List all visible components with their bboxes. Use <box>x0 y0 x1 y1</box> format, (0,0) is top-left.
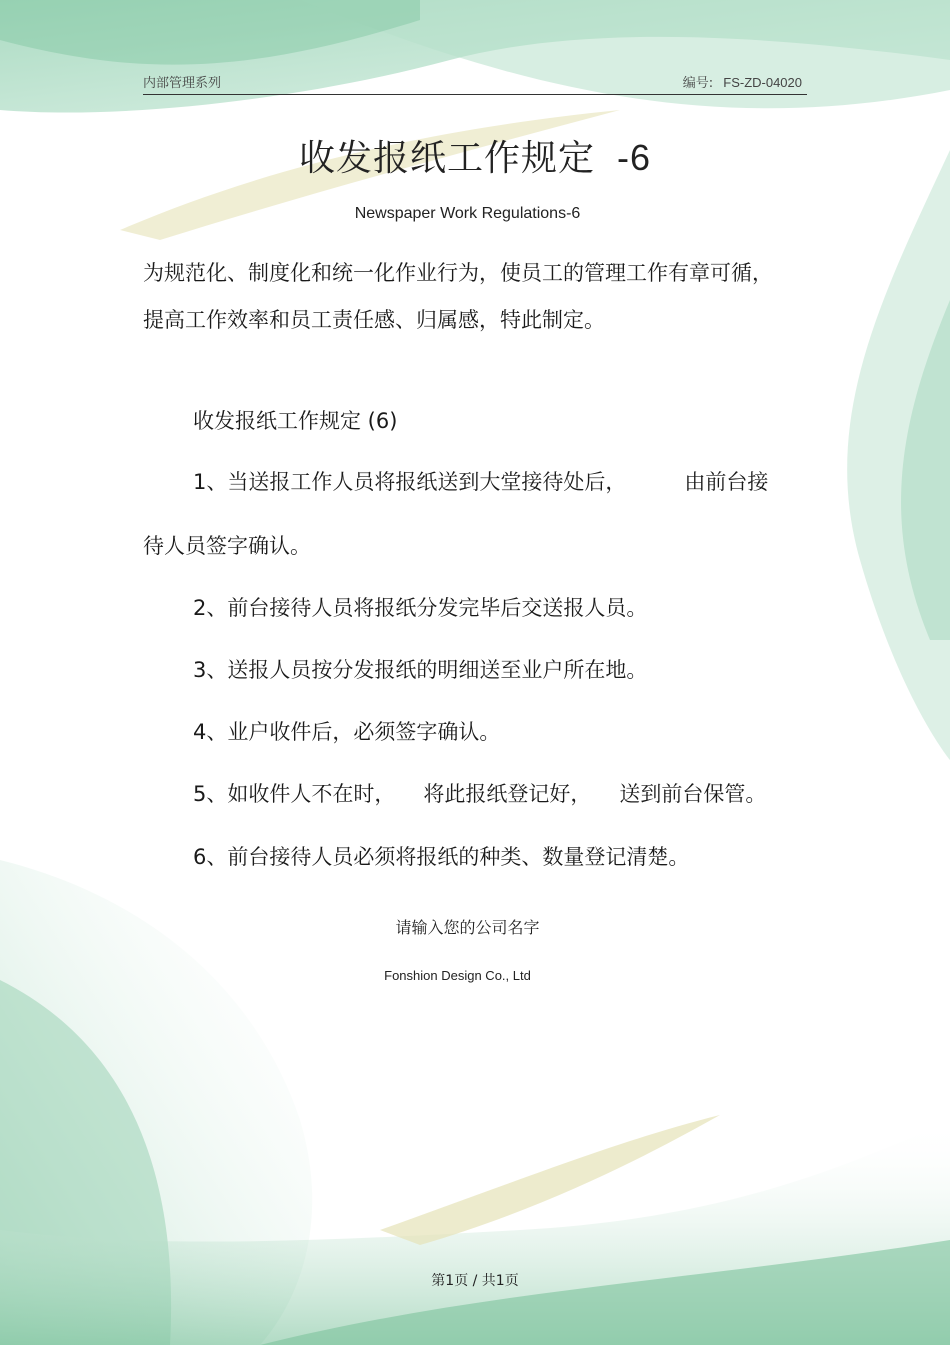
title-suffix: -6 <box>617 137 652 178</box>
rule-5-part-c: 送到前台保管。 <box>619 782 767 806</box>
header-series: 内部管理系列 <box>143 76 222 91</box>
document-subtitle: Newspaper Work Regulations-6 <box>354 205 581 222</box>
rule-1-part-a: 1、当送报工作人员将报纸送到大堂接待处后， <box>193 470 627 494</box>
header-code-value: FS-ZD-04020 <box>723 75 802 90</box>
rule-1-line-1 <box>193 466 768 496</box>
rule-5-part-a: 5、如收件人不在时， <box>193 782 396 806</box>
rule-2: 2、前台接待人员将报纸分发完毕后交送报人员。 <box>193 596 648 620</box>
page-footer: 第1页 / 共1页 <box>431 1273 519 1289</box>
header-divider <box>143 94 807 95</box>
rule-6: 6、前台接待人员必须将报纸的种类、数量登记清楚。 <box>193 845 690 869</box>
rule-1-part-b: 由前台接 <box>684 470 769 494</box>
rule-1-line-2: 待人员签字确认。 <box>143 534 311 558</box>
company-name-en: Fonshion Design Co., Ltd <box>384 968 531 983</box>
rule-5-part-b: 将此报纸登记好， <box>423 782 592 806</box>
company-name-cn: 请输入您的公司名字 <box>395 918 540 937</box>
header-code <box>683 72 802 91</box>
rule-5 <box>193 778 766 808</box>
document-title <box>0 130 950 181</box>
section-heading: 收发报纸工作规定 (6) <box>193 409 398 433</box>
rule-3: 3、送报人员按分发报纸的明细送至业户所在地。 <box>193 658 648 682</box>
title-main: 收发报纸工作规定 <box>298 138 595 179</box>
header-code-label: 编号: <box>682 76 714 91</box>
intro-paragraph: 为规范化、制度化和统一化作业行为，使员工的管理工作有章可循，提高工作效率和员工责任感、归属感，特此制定。 <box>143 261 773 332</box>
rule-4: 4、业户收件后，必须签字确认。 <box>193 720 501 744</box>
